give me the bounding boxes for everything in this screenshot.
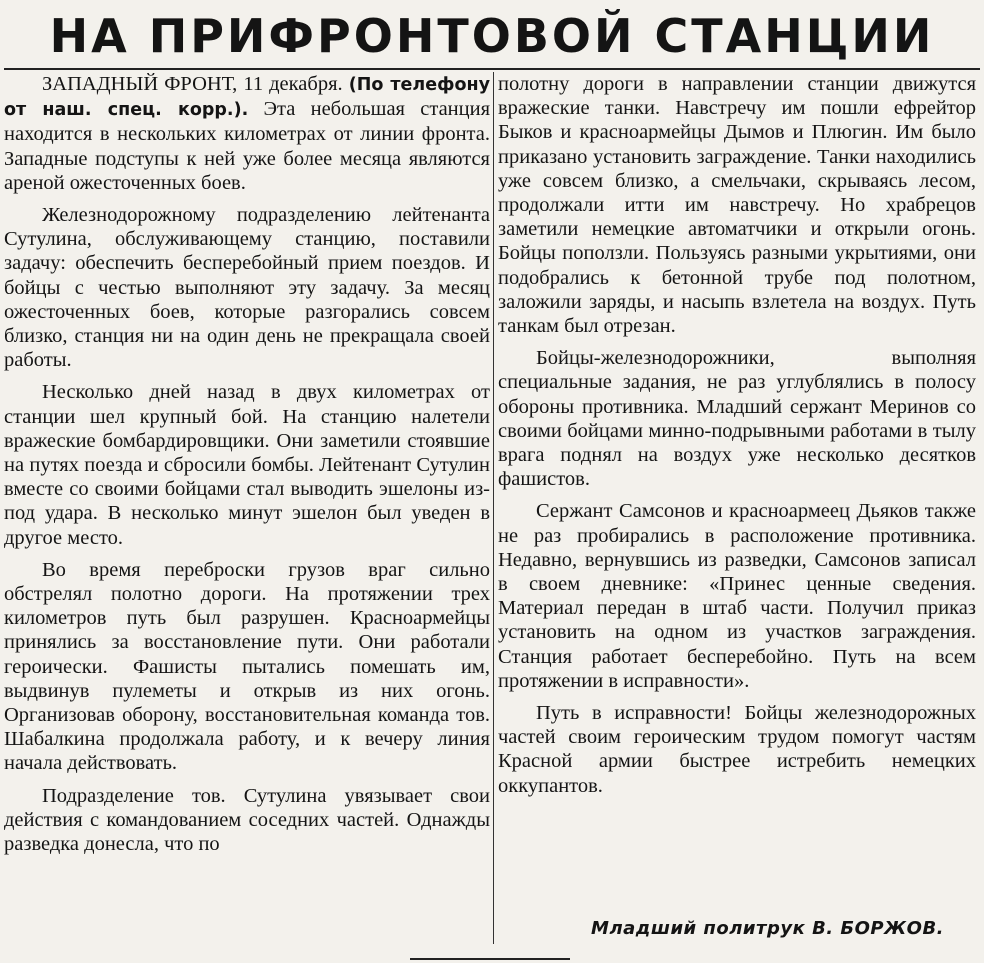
author-signature: Младший политрук В. БОРЖОВ. [591, 918, 944, 939]
left-column [4, 72, 490, 856]
intro-text: Эта небольшая станция находится в нескольких километрах от линии фронта. Западные подступы к ней уже более месяца являются ареной ожесточенных боев. [4, 98, 491, 194]
left-paragraph-3: Во время переброски грузов враг сильно обстрелял полотно дороги. На протяжении трех километров путь был разрушен. Красноармейцы принялись за восстановление пути. Они работали героически. Фашисты пытались помешать им, выдвинув пулеметы и открыв из них огонь. Организовав оборону, восстановительная команда тов. Шабалкина продолжала работу, и к вечеру линия начала действовать. [4, 558, 490, 775]
headline-rule [4, 68, 980, 70]
column-divider [493, 72, 494, 944]
left-paragraph-4: Подразделение тов. Сутулина увязывает свои действия с командованием соседних частей. Однажды разведка донесла, что по [4, 784, 490, 856]
right-paragraph-1: полотну дороги в направлении станции движутся вражеские танки. Навстречу им пошли ефрейтор Быков и красноармейцы Дымов и Плюгин. Им было приказано установить заграждение. Танки находились уже совсем близко, а смельчаки, скрываясь лесом, продолжали итти им навстречу. Но храбрецов заметили немецкие автоматчики и открыли огонь. Бойцы поползли. Пользуясь разными укрытиями, они подобрались к бетонной трубе под полотном, заложили заряды, и насыпь взлетела на воздух. Путь танкам был отрезан. [498, 73, 976, 338]
right-paragraph-2: Бойцы-железнодорожники, выполняя специальные задания, не раз углублялись в полосу обороны противника. Младший сержант Меринов со своими бойцами миннo-подрывными работами в тылу врага поднял на воздух уже несколько десятков фашистов. [498, 347, 976, 491]
footer-rule [410, 958, 570, 960]
left-paragraph-2: Несколько дней назад в двух километрах от станции шел крупный бой. На станцию налетели вражеские бомбардировщики. Они заметили стоявшие на путях поезда и сбросили бомбы. Лейтенант Сутулин вместе со своими бойцами стал выводить эшелоны из-под удара. В несколько минут эшелон был уведен в другое место. [4, 381, 490, 549]
source-note: (По телефону от наш. спец. корр.). [4, 75, 490, 121]
left-paragraph-1: Железнодорожному подразделению лейтенанта Сутулина, обслуживающему станцию, поставили задачу: обеспечить бесперебойный прием поездов. И бойцы с честью выполняют эту задачу. За месяц ожесточенных боев, которые разгорались совсем близко, станция ни на один день не прекращала своей работы. [4, 204, 490, 372]
right-column [498, 72, 976, 798]
dateline: ЗАПАДНЫЙ ФРОНТ, 11 декабря. [42, 73, 343, 95]
article-headline: НА ПРИФРОНТОВОЙ СТАНЦИИ [49, 9, 935, 63]
right-paragraph-4: Путь в исправности! Бойцы железнодорожных частей своим героическим трудом помогут частям Красной армии быстрее истребить немецких оккупантов. [498, 702, 976, 797]
intro-paragraph [4, 72, 490, 195]
right-paragraph-3: Сержант Самсонов и красноармеец Дьяков также не раз пробирались в расположение противника. Недавно, вернувшись из разведки, Самсонов записал в своем дневнике: «Принес ценные сведения. Материал передан в штаб части. Получил приказ установить на одном из участков заграждения. Станция работает бесперебойно. Путь на всем протяжении в исправности». [498, 500, 976, 692]
